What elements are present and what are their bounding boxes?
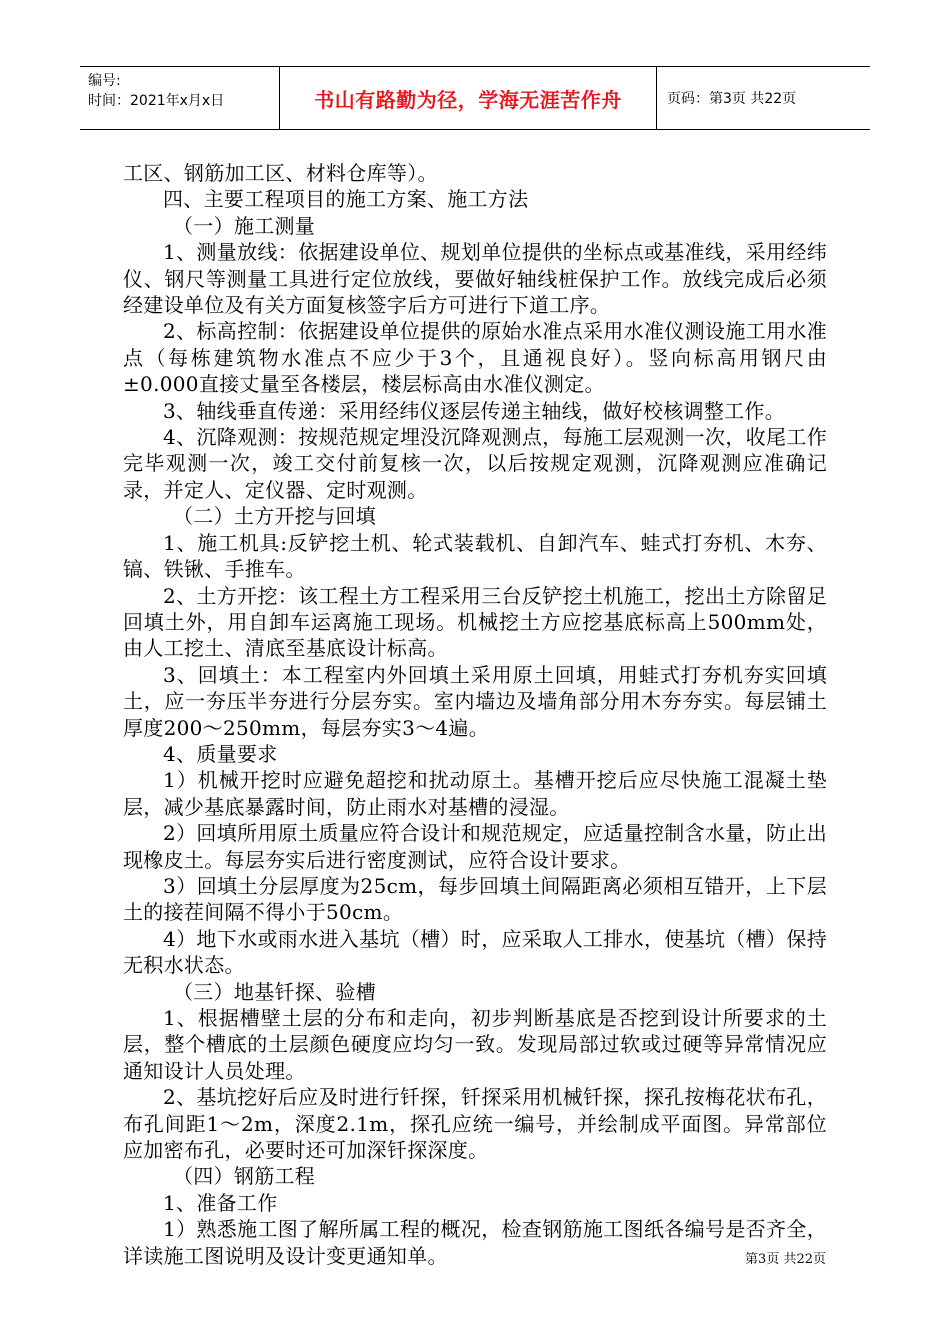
paragraph: 1、根据槽壁土层的分布和走向，初步判断基底是否挖到设计所要求的土层，整个槽底的土层颜色硬度应均匀一致。发现局部过软或过硬等异常情况应通知设计人员处理。	[123, 1006, 827, 1083]
paragraph: 1、准备工作	[163, 1190, 278, 1215]
subsection-heading: （一）施工测量	[173, 213, 316, 238]
section-heading: 四、主要工程项目的施工方案、施工方法	[163, 187, 529, 212]
subsection-heading: （二）土方开挖与回填	[173, 504, 376, 529]
paragraph: 1、施工机具:反铲挖土机、轮式装载机、自卸汽车、蛙式打夯机、木夯、镐、铁锹、手推车。	[123, 530, 827, 582]
date-label: 时间：2021年x月x日	[88, 93, 225, 109]
page-header	[80, 66, 870, 130]
document-body	[123, 160, 827, 1269]
page-footer: 第3页 共22页	[745, 1252, 826, 1267]
paragraph: 1、测量放线：依据建设单位、规划单位提供的坐标点或基准线，采用经纬仪、钢尺等测量工具进行定位放线，要做好轴线桩保护工作。放线完成后必须经建设单位及有关方面复核签字后方可进行下道工序。	[123, 240, 827, 318]
header-page-info: 页码：第3页 共22页	[667, 91, 797, 107]
paragraph: 3、回填土：本工程室内外回填土采用原土回填，用蛙式打夯机夯实回填土，应一夯压半夯进行分层夯实。室内墙边及墙角部分用木夯夯实。每层铺土厚度200～250mm，每层夯实3～4遍。	[123, 662, 827, 740]
paragraph: 3、轴线垂直传递：采用经纬仪逐层传递主轴线，做好校核调整工作。	[163, 398, 786, 423]
header-motto: 书山有路勤为径，学海无涯苦作舟	[280, 67, 657, 129]
header-meta	[80, 67, 280, 129]
paragraph: 1）机械开挖时应避免超挖和扰动原土。基槽开挖后应尽快施工混凝土垫层，减少基底暴露时间，防止雨水对基槽的浸湿。	[123, 768, 827, 819]
paragraph: 3）回填土分层厚度为25cm，每步回填土间隔距离必须相互错开，上下层土的接茬间隔不得小于50cm。	[123, 873, 827, 925]
paragraph: 4）地下水或雨水进入基坑（槽）时，应采取人工排水，使基坑（槽）保持无积水状态。	[123, 926, 827, 978]
paragraph: 4、沉降观测：按规范规定埋没沉降观测点，每施工层观测一次，收尾工作完毕观测一次，竣工交付前复核一次，以后按规定观测，沉降观测应准确记录，并定人、定仪器、定时观测。	[123, 425, 827, 502]
paragraph: 1）熟悉施工图了解所属工程的概况，检查钢筋施工图纸各编号是否齐全，详读施工图说明及设计变更通知单。	[123, 1217, 827, 1268]
paragraph: 4、质量要求	[163, 741, 278, 766]
subsection-heading: （四）钢筋工程	[173, 1164, 316, 1189]
paragraph: 工区、钢筋加工区、材料仓库等）。	[123, 161, 438, 185]
subsection-heading: （三）地基钎探、验槽	[173, 979, 376, 1004]
paragraph: 2、基坑挖好后应及时进行钎探，钎探采用机械钎探，探孔按梅花状布孔，布孔间距1～2m，深度2.1m，探孔应统一编号，并绘制成平面图。异常部位应加密布孔，必要时还可加深钎探深度。	[123, 1085, 827, 1163]
paragraph: 2、标高控制：依据建设单位提供的原始水准点采用水准仪测设施工用水准点（每栋建筑物水准点不应少于3个，且通视良好）。竖向标高用钢尺由±0.000直接丈量至各楼层，楼层标高由水准仪测定。	[123, 319, 827, 397]
paragraph: 2）回填所用原土质量应符合设计和规范规定，应适量控制含水量，防止出现橡皮土。每层夯实后进行密度测试，应符合设计要求。	[123, 821, 827, 872]
paragraph: 2、土方开挖：该工程土方工程采用三台反铲挖土机施工，挖出土方除留足回填土外，用自卸车运离施工现场。机械挖土方应挖基底标高上500mm处，由人工挖土、清底至基底设计标高。	[123, 583, 827, 661]
doc-number-label: 编号:	[88, 73, 121, 89]
